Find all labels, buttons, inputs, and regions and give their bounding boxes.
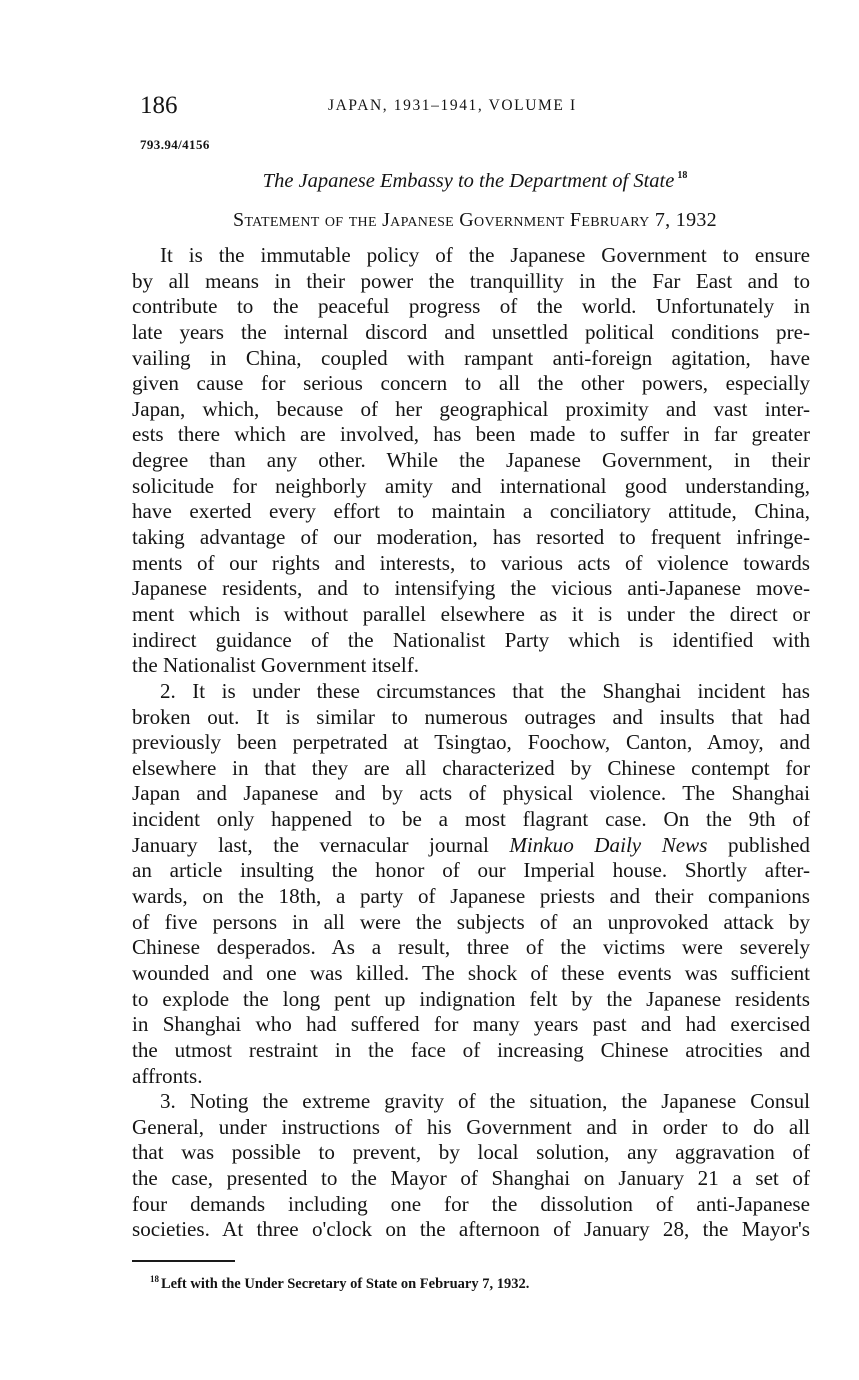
text-line: 3. Noting the extreme gravity of the situation, the Japanese Consul <box>160 1089 810 1114</box>
running-title: JAPAN, 1931–1941, VOLUME I <box>328 97 577 114</box>
text-line: incident only happened to be a most flagrant case. On the 9th of <box>132 807 810 832</box>
page-number: 186 <box>140 92 178 119</box>
text-line: solicitude for neighborly amity and international good understanding, <box>132 473 810 498</box>
text-line: the Nationalist Government itself. <box>132 653 420 678</box>
text-line: societies. At three o'clock on the afternoon of January 28, the Mayor's <box>132 1217 810 1242</box>
text-line: taking advantage of our moderation, has resorted to frequent infringe- <box>132 525 810 550</box>
text-line: previously been perpetrated at Tsingtao, Foochow, Canton, Amoy, and <box>132 730 810 755</box>
body-text <box>132 243 810 1243</box>
text-segment: published <box>727 832 810 857</box>
document-title <box>140 162 810 195</box>
text-line: Chinese desperados. As a result, three of the victims were severely <box>132 935 810 960</box>
text-line: an article insulting the honor of our Imperial house. Shortly after- <box>132 858 810 883</box>
document-title-text: The Japanese Embassy to the Department of State <box>262 170 675 192</box>
text-line: Japan, which, because of her geographical proximity and vast inter- <box>132 396 810 421</box>
text-line: affronts. <box>132 1063 203 1088</box>
text-line <box>132 833 810 859</box>
text-line: that was possible to prevent, by local solution, any aggravation of <box>132 1140 810 1165</box>
text-line: General, under instructions of his Government and in order to do all <box>132 1114 810 1139</box>
footnote-marker: 18 <box>150 1274 159 1284</box>
text-line: Japan and Japanese and by acts of physical violence. The Shanghai <box>132 781 810 806</box>
footnote-reference: 18 <box>677 170 688 181</box>
text-line: ments of our rights and interests, to various acts of violence towards <box>132 550 810 575</box>
text-line: four demands including one for the dissolution of anti-Japanese <box>132 1191 810 1216</box>
text-line: the utmost restraint in the face of increasing Chinese atrocities and <box>132 1037 810 1062</box>
text-line: It is the immutable policy of the Japanese Government to ensure <box>160 243 810 267</box>
text-line: have exerted every effort to maintain a conciliatory attitude, China, <box>132 499 810 524</box>
text-line: ment which is without parallel elsewhere as it is under the direct or <box>132 601 810 626</box>
text-line: vailing in China, coupled with rampant anti-foreign agitation, have <box>132 345 810 370</box>
footnote-divider <box>132 1260 235 1262</box>
text-line: indirect guidance of the Nationalist Party which is identified with <box>132 627 810 652</box>
text-line: 2. It is under these circumstances that the Shanghai incident has <box>160 678 810 703</box>
text-line: Japanese residents, and to intensifying the vicious anti-Japanese move- <box>132 576 810 601</box>
text-line: late years the internal discord and unsettled political conditions pre- <box>132 319 810 344</box>
text-segment: January last, the vernacular journal <box>132 832 489 857</box>
text-line: given cause for serious concern to all the other powers, especially <box>132 371 810 396</box>
footnote <box>150 1268 529 1295</box>
text-line: wards, on the 18th, a party of Japanese priests and their companions <box>132 884 810 909</box>
text-line: wounded and one was killed. The shock of these events was sufficient <box>132 960 810 985</box>
text-line: degree than any other. While the Japanese Government, in their <box>132 448 810 473</box>
text-line: the case, presented to the Mayor of Shanghai on January 21 a set of <box>132 1166 810 1191</box>
file-number: 793.94/4156 <box>140 137 210 152</box>
text-line: to explode the long pent up indignation felt by the Japanese residents <box>132 986 810 1011</box>
text-line: of five persons in all were the subjects of an unprovoked attack by <box>132 909 810 934</box>
text-line: ests there which are involved, has been made to suffer in far greater <box>132 422 810 447</box>
text-line: in Shanghai who had suffered for many years past and had exercised <box>132 1012 810 1037</box>
footnote-text: Left with the Under Secretary of State on February 7, 1932. <box>161 1276 530 1292</box>
text-line: elsewhere in that they are all characterized by Chinese contempt for <box>132 755 810 780</box>
running-header <box>140 90 810 122</box>
statement-heading: Statement of the Japanese Government February 7, 1932 <box>233 209 717 231</box>
text-line: contribute to the peaceful progress of the world. Unfortunately in <box>132 294 810 319</box>
newspaper-title: Minkuo Daily News <box>509 832 708 857</box>
text-line: broken out. It is similar to numerous outrages and insults that had <box>132 704 810 729</box>
text-line: by all means in their power the tranquillity in the Far East and to <box>132 268 810 293</box>
